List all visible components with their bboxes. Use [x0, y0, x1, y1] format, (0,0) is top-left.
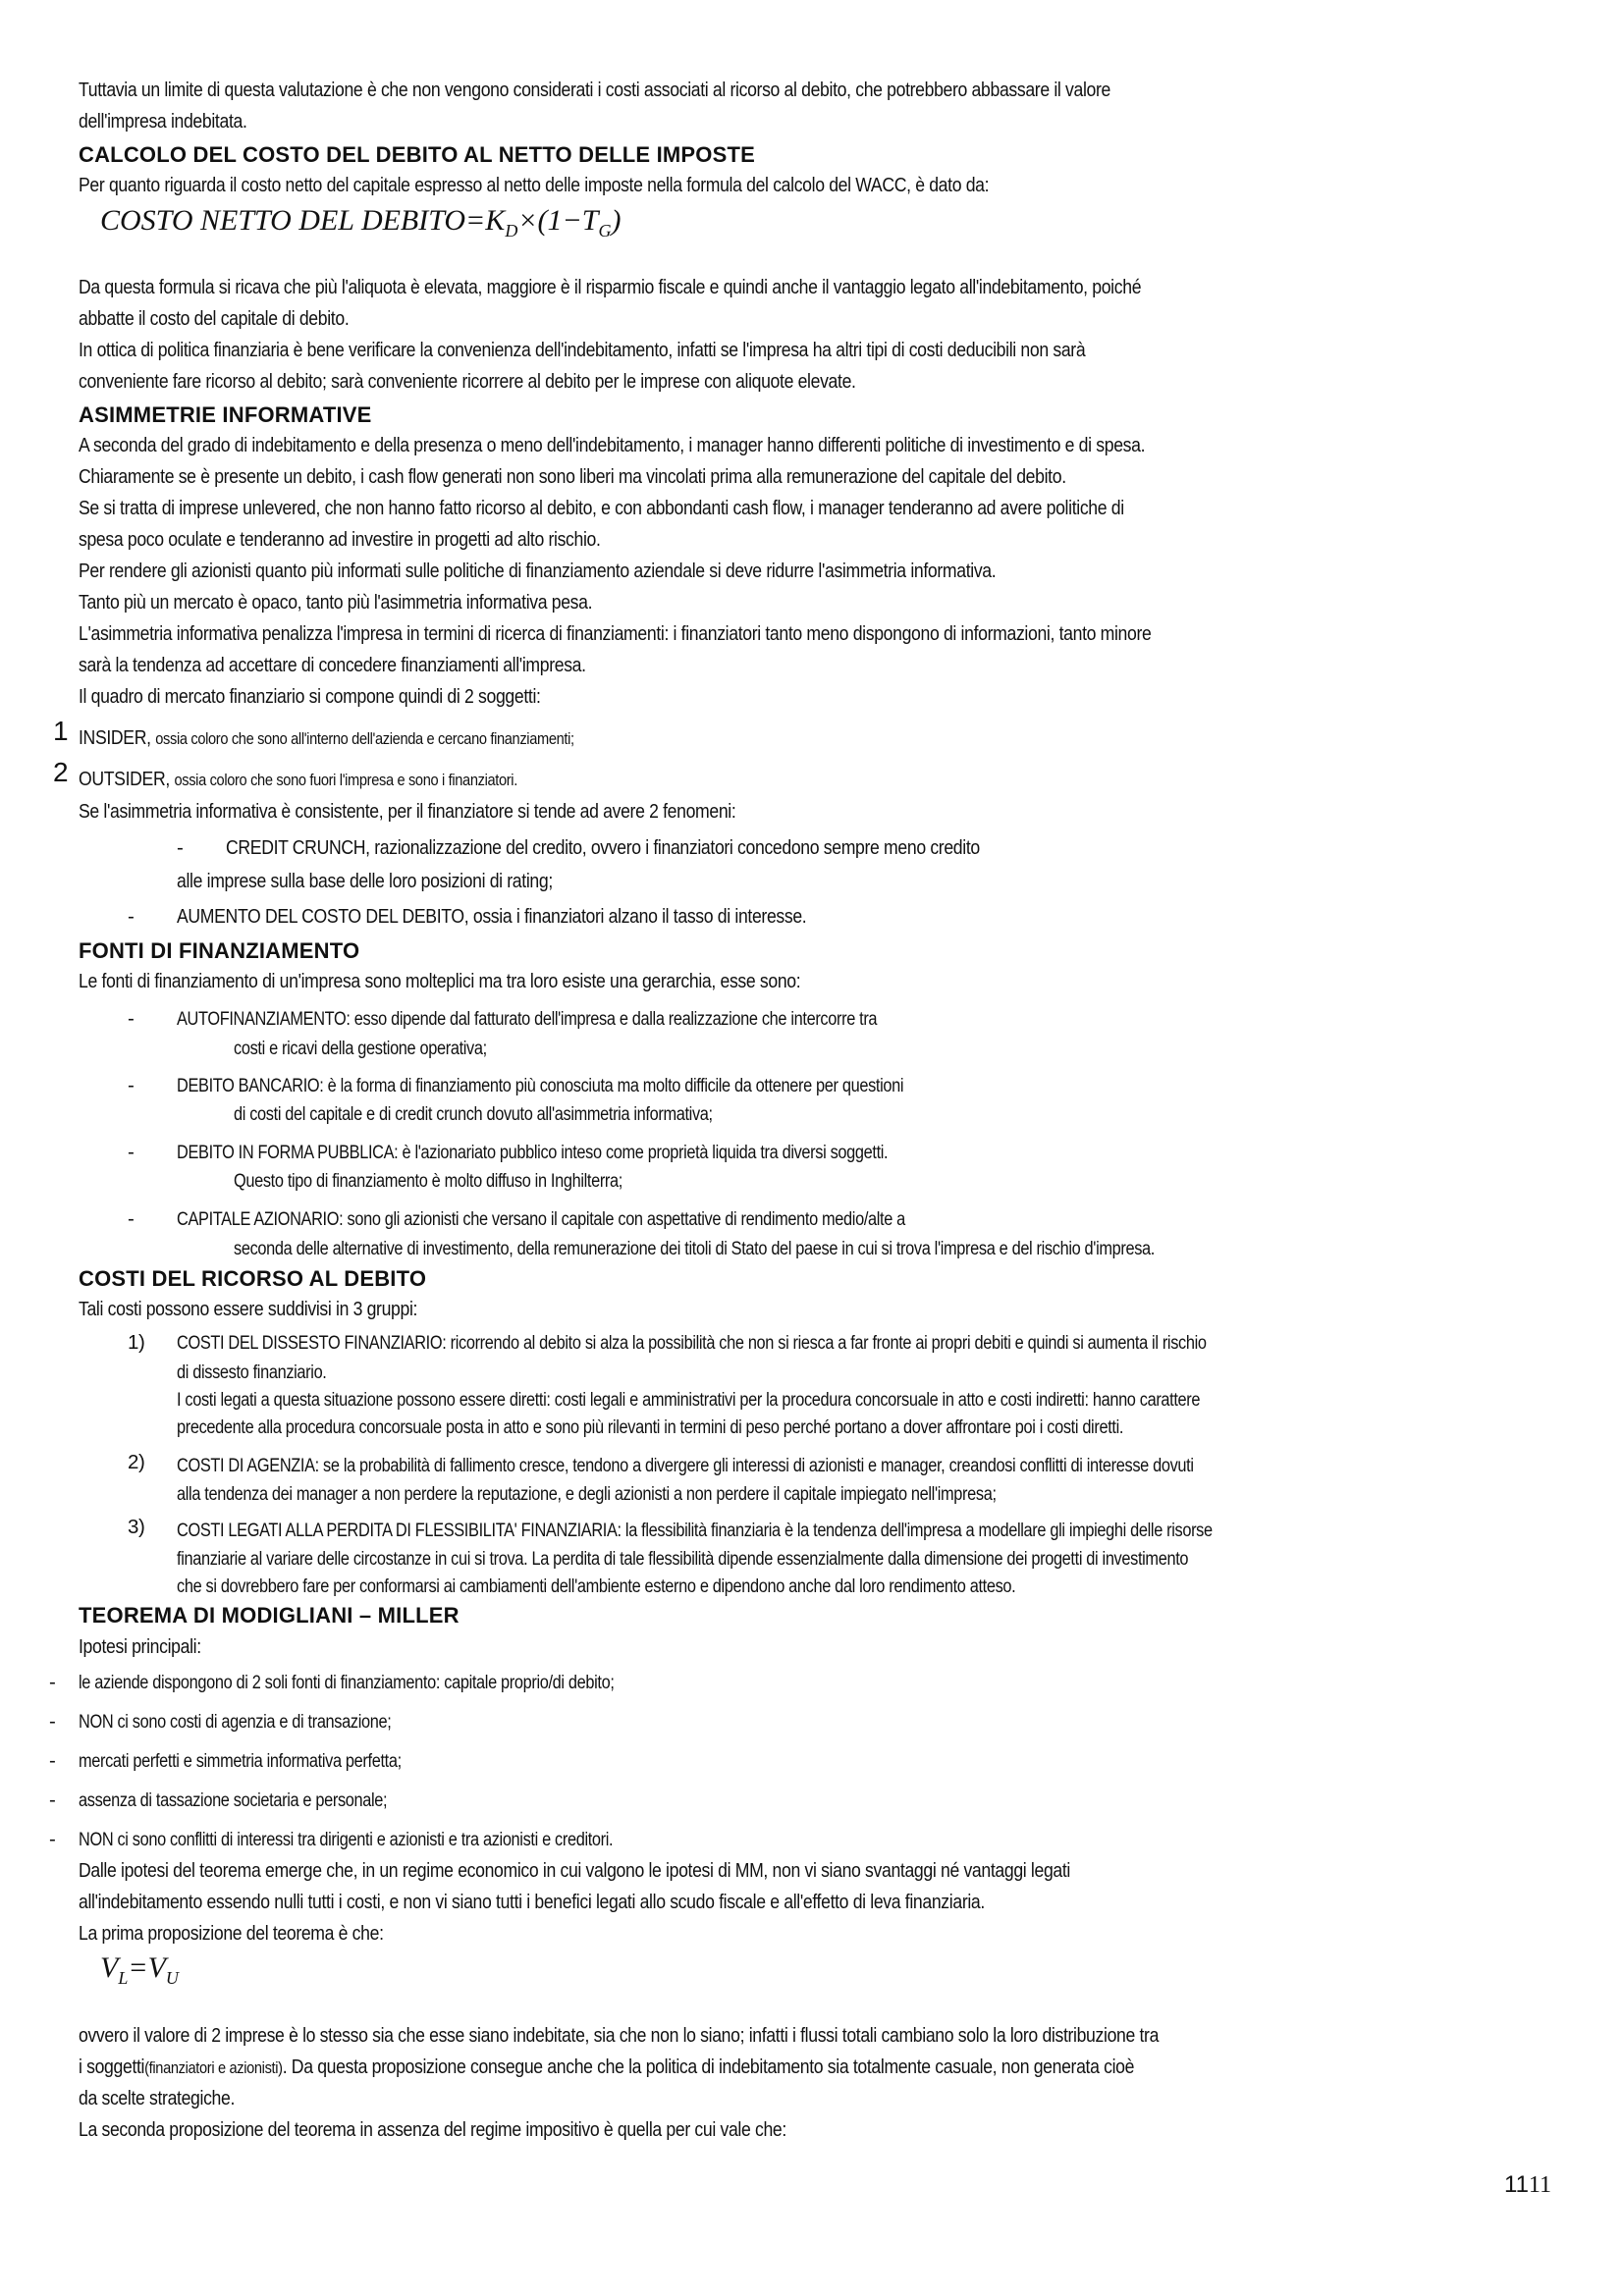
s5-intro: Ipotesi principali: — [79, 1635, 201, 1658]
intro-line-2: dell'impresa indebitata. — [79, 110, 247, 133]
s5-paragraph-3c: da scelte strategiche. — [79, 2087, 236, 2109]
aumento-costo-debito: AUMENTO DEL COSTO DEL DEBITO, ossia i finanziatori alzano il tasso di interesse. — [177, 905, 807, 928]
capitale-azionario-line-1: CAPITALE AZIONARIO: sono gli azionisti che versano il capitale con aspettative di rendimento medio/alte a — [177, 1209, 905, 1230]
s1-paragraph-3b: conveniente fare ricorso al debito; sarà conveniente ricorrere al debito per le imprese con aliquote elevate. — [79, 370, 856, 393]
flessibilita-line-1: COSTI LEGATI ALLA PERDITA DI FLESSIBILITA' FINANZIARIA: la flessibilità finanziaria è la tendenza dell'impresa a modellare gli impieghi delle risorse — [177, 1521, 1213, 1541]
s3-intro: Le fonti di finanziamento di un'impresa sono molteplici ma tra loro esiste una gerarchia, esse sono: — [79, 970, 801, 992]
debito-pubblico-line-2: Questo tipo di finanziamento è molto diffuso in Inghilterra; — [234, 1171, 622, 1192]
debito-pubblico-line-1: DEBITO IN FORMA PUBBLICA: è l'azionariato pubblico inteso come proprietà liquida tra diversi soggetti. — [177, 1143, 889, 1163]
autofinanziamento-line-2: costi e ricavi della gestione operativa; — [234, 1039, 487, 1059]
dissesto-line-3: I costi legati a questa situazione possono essere diretti: costi legali e amministrativi per la procedura concorsuale in atto e costi indiretti: hanno carattere — [177, 1390, 1201, 1411]
outsider-item: OUTSIDER, ossia coloro che sono fuori l'impresa e sono i finanziatori. — [79, 768, 517, 790]
s1-paragraph-2a: Da questa formula si ricava che più l'aliquota è elevata, maggiore è il risparmio fiscale e quindi anche il vantaggio legato all'indebitamento, poiché — [79, 276, 1142, 298]
ipotesi-5: NON ci sono conflitti di interessi tra dirigenti e azionisti e tra azionisti e creditori. — [79, 1830, 614, 1850]
bullet-dash: - — [49, 1671, 56, 1693]
bullet-dash: - — [128, 1007, 135, 1030]
s1-paragraph-1: Per quanto riguarda il costo netto del capitale espresso al netto delle imposte nella formula del calcolo del WACC, è dato da: — [79, 174, 990, 196]
s5-paragraph-4: La seconda proposizione del teorema in assenza del regime impositivo è quella per cui vale che: — [79, 2118, 786, 2141]
heading-costo-debito: CALCOLO DEL COSTO DEL DEBITO AL NETTO DELLE IMPOSTE — [79, 142, 755, 167]
bullet-dash: - — [128, 905, 135, 928]
dissesto-line-2: di dissesto finanziario. — [177, 1362, 327, 1383]
ipotesi-1: le aziende dispongono di 2 soli fonti di finanziamento: capitale proprio/di debito; — [79, 1673, 615, 1693]
agenzia-line-1: COSTI DI AGENZIA: se la probabilità di fallimento cresce, tendono a divergere gli interessi di azionisti e manager, creandosi conflitti di interesse dovuti — [177, 1456, 1194, 1476]
ipotesi-4: assenza di tassazione societaria e personale; — [79, 1790, 388, 1811]
s4-intro: Tali costi possono essere suddivisi in 3 gruppi: — [79, 1298, 418, 1320]
list-number-2: 2) — [128, 1451, 145, 1473]
credit-crunch-line-2: alle imprese sulla base delle loro posizioni di rating; — [177, 870, 553, 892]
s5-paragraph-3a: ovvero il valore di 2 imprese è lo stesso sia che esse siano indebitate, sia che non lo siano; infatti i flussi totali cambiano solo la loro distribuzione tra — [79, 2024, 1160, 2047]
ipotesi-3: mercati perfetti e simmetria informativa perfetta; — [79, 1751, 402, 1772]
s2-line-8: sarà la tendenza ad accettare di concedere finanziamenti all'impresa. — [79, 654, 586, 676]
heading-costi-ricorso: COSTI DEL RICORSO AL DEBITO — [79, 1266, 427, 1291]
bullet-dash: - — [128, 1141, 135, 1163]
s5-paragraph-1a: Dalle ipotesi del teorema emerge che, in un regime economico in cui valgono le ipotesi di MM, non vi siano svantaggi né vantaggi legati — [79, 1859, 1071, 1882]
bullet-dash: - — [177, 836, 184, 859]
s5-paragraph-2: La prima proposizione del teorema è che: — [79, 1922, 384, 1945]
s5-paragraph-3b: i soggetti(finanziatori e azionisti). Da questa proposizione consegue anche che la politica di indebitamento sia totalmente casuale, non generata cioè — [79, 2056, 1135, 2078]
bullet-dash: - — [128, 1074, 135, 1096]
bullet-dash: - — [49, 1828, 56, 1850]
dissesto-line-4: precedente alla procedura concorsuale posta in atto e sono più rilevanti in termini di peso perché portano a dover affrontare poi i costi diretti. — [177, 1417, 1124, 1438]
bullet-dash: - — [49, 1710, 56, 1733]
heading-asimmetrie: ASIMMETRIE INFORMATIVE — [79, 402, 372, 427]
s2-line-4: spesa poco oculate e tenderanno ad investire in progetti ad alto rischio. — [79, 528, 601, 551]
s2-line-10: Se l'asimmetria informativa è consistente, per il finanziatore si tende ad avere 2 fenomeni: — [79, 800, 736, 823]
intro-line-1: Tuttavia un limite di questa valutazione è che non vengono considerati i costi associati al ricorso al debito, che potrebbero abbassare il valore — [79, 79, 1111, 101]
list-number-1: 1 — [53, 716, 69, 746]
s5-paragraph-1b: all'indebitamento essendo nulli tutti i costi, e non vi siano tutti i benefici legati allo scudo fiscale e all'effetto di leva finanziaria. — [79, 1891, 985, 1913]
bullet-dash: - — [128, 1207, 135, 1230]
list-number-3: 3) — [128, 1516, 145, 1538]
agenzia-line-2: alla tendenza dei manager a non perdere la reputazione, e degli azionisti a non perdere il capitale impiegato nell'impresa; — [177, 1484, 997, 1505]
ipotesi-2: NON ci sono costi di agenzia e di transazione; — [79, 1712, 392, 1733]
debito-bancario-line-1: DEBITO BANCARIO: è la forma di finanziamento più conosciuta ma molto difficile da ottenere per questioni — [177, 1076, 904, 1096]
formula-vl-vu: $V_L=V_U$ — [100, 1951, 179, 1988]
s2-line-2: Chiaramente se è presente un debito, i cash flow generati non sono liberi ma vincolati prima alla remunerazione del capitale del debito. — [79, 465, 1066, 488]
bullet-dash: - — [49, 1749, 56, 1772]
autofinanziamento-line-1: AUTOFINANZIAMENTO: esso dipende dal fatturato dell'impresa e dalla realizzazione che intercorre tra — [177, 1009, 878, 1030]
s2-line-3: Se si tratta di imprese unlevered, che non hanno fatto ricorso al debito, e con abbondanti cash flow, i manager tenderanno ad avere politiche di — [79, 497, 1124, 519]
bullet-dash: - — [49, 1789, 56, 1811]
credit-crunch-line-1: CREDIT CRUNCH, razionalizzazione del credito, ovvero i finanziatori concedono sempre meno credito — [226, 836, 980, 859]
s1-paragraph-3a: In ottica di politica finanziaria è bene verificare la convenienza dell'indebitamento, infatti se l'impresa ha altri tipi di costi deducibili non sarà — [79, 339, 1086, 361]
capitale-azionario-line-2: seconda delle alternative di investimento, della remunerazione dei titoli di Stato del paese in cui si trova l'impresa e del rischio d'impresa. — [234, 1239, 1155, 1259]
heading-modigliani-miller: TEOREMA DI MODIGLIANI – MILLER — [79, 1603, 460, 1628]
list-number-1: 1) — [128, 1331, 145, 1354]
flessibilita-line-3: che si dovrebbero fare per conformarsi ai cambiamenti dell'ambiente esterno e dipendono anche dal loro rendimento atteso. — [177, 1576, 1016, 1597]
insider-item: INSIDER, ossia coloro che sono all'interno dell'azienda e cercano finanziamenti; — [79, 726, 574, 749]
s2-line-7: L'asimmetria informativa penalizza l'impresa in termini di ricerca di finanziamenti: i finanziatori tanto meno dispongono di informazioni, tanto minore — [79, 622, 1152, 645]
dissesto-line-1: COSTI DEL DISSESTO FINANZIARIO: ricorrendo al debito si alza la possibilità che non si riesca a far fronte ai propri debiti e quindi si aumenta il rischio — [177, 1333, 1207, 1354]
s2-line-6: Tanto più un mercato è opaco, tanto più l'asimmetria informativa pesa. — [79, 591, 593, 614]
s2-line-1: A seconda del grado di indebitamento e della presenza o meno dell'indebitamento, i manager hanno differenti politiche di investimento e di spesa. — [79, 434, 1146, 456]
s2-line-5: Per rendere gli azionisti quanto più informati sulle politiche di finanziamento aziendale si deve ridurre l'asimmetria informativa. — [79, 560, 997, 582]
list-number-2: 2 — [53, 757, 69, 787]
s1-paragraph-2b: abbatte il costo del capitale di debito. — [79, 307, 350, 330]
debito-bancario-line-2: di costi del capitale e di credit crunch dovuto all'asimmetria informativa; — [234, 1104, 713, 1125]
page-number: 1111 — [1504, 2171, 1552, 2198]
formula-costo-netto-debito: COSTO NETTO DEL $DEBITO=K_D\times(1-T_G)$ — [100, 204, 622, 240]
heading-fonti: FONTI DI FINANZIAMENTO — [79, 938, 360, 963]
flessibilita-line-2: finanziarie al variare delle circostanze in cui si trova. La perdita di tale flessibilità dipende essenzialmente dalla dimensione dei progetti di investimento — [177, 1549, 1189, 1570]
s2-line-9: Il quadro di mercato finanziario si compone quindi di 2 soggetti: — [79, 685, 541, 708]
